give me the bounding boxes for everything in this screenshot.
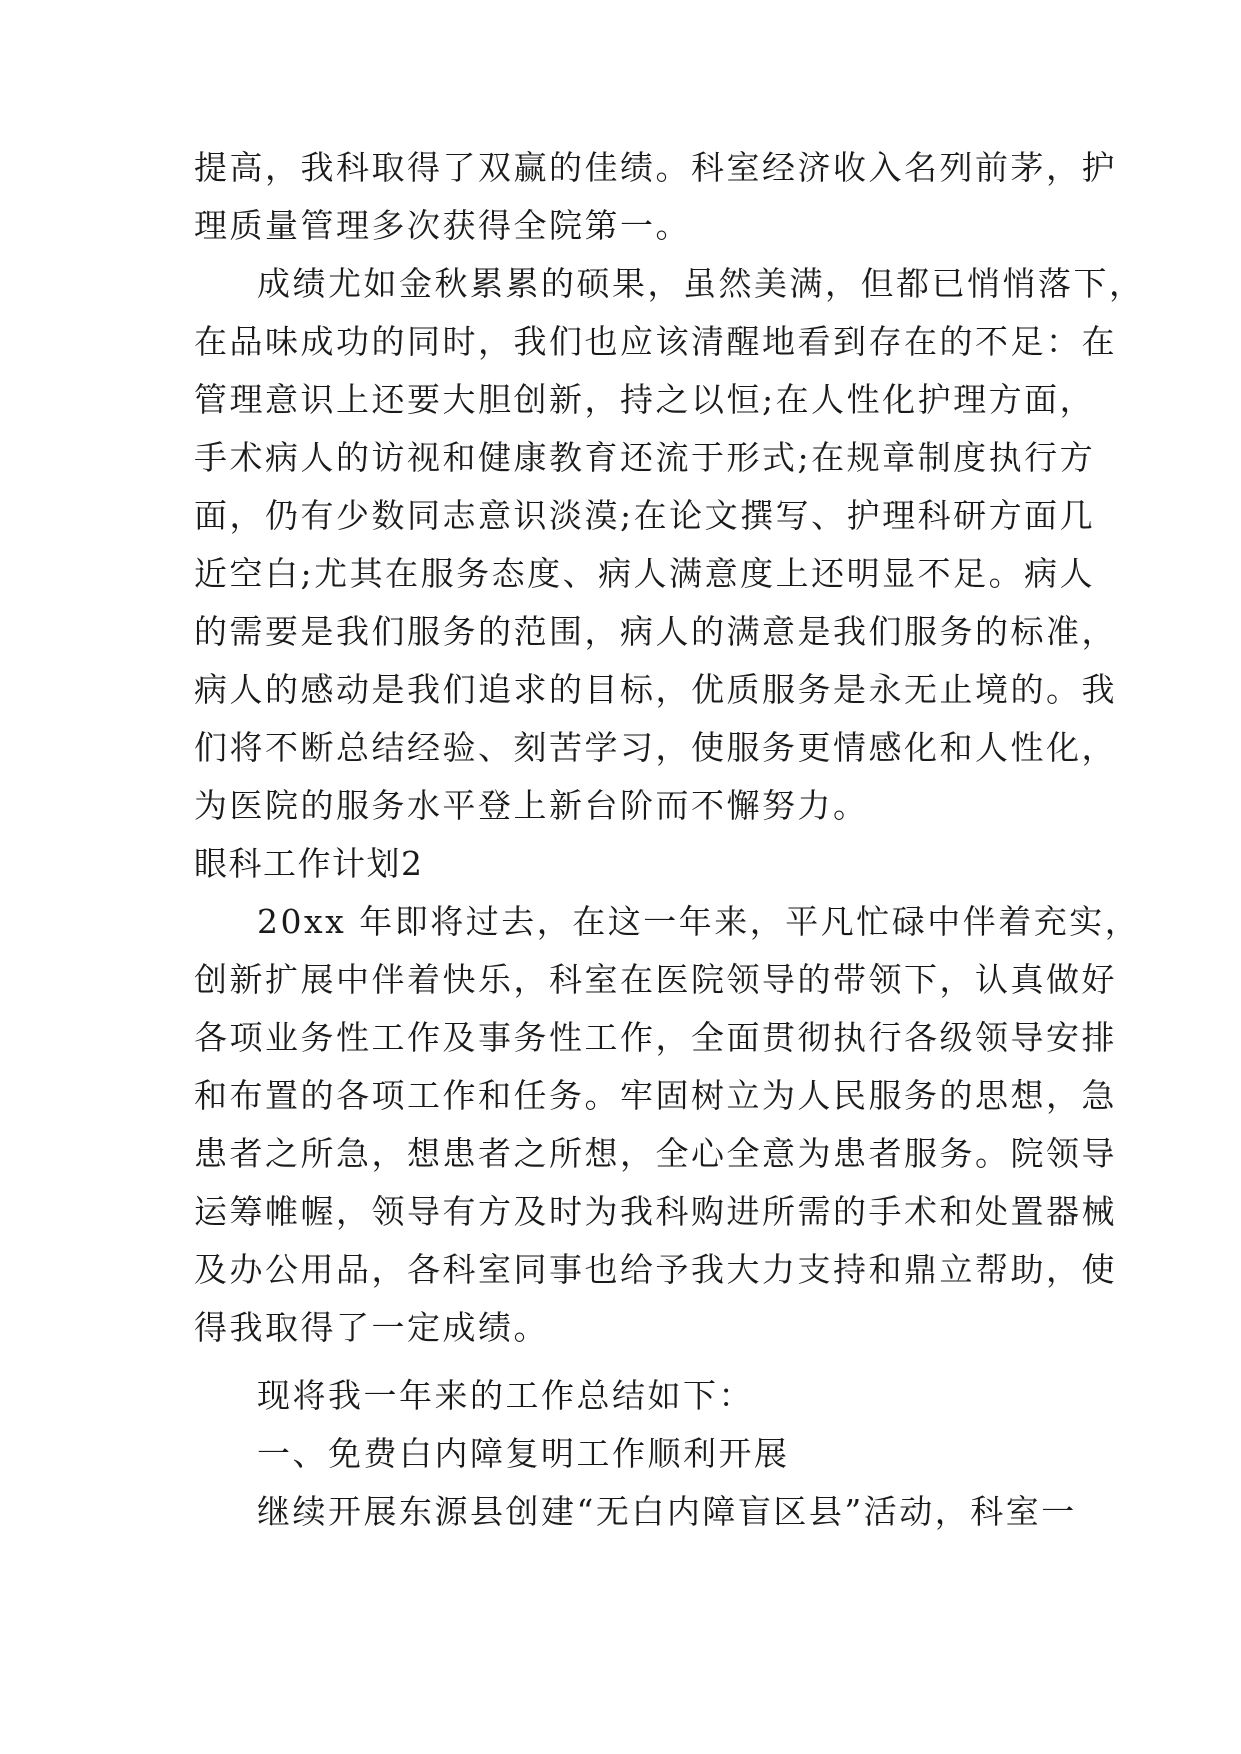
text-line: 运筹帷幄，领导有方及时为我科购进所需的手术和处置器械: [194, 1192, 1117, 1231]
text-line: 病人的感动是我们追求的目标，优质服务是永无止境的。我: [194, 670, 1117, 709]
subheading: 一、免费白内障复明工作顺利开展: [257, 1434, 790, 1473]
text-line: 创新扩展中伴着快乐，科室在医院领导的带领下，认真做好: [194, 960, 1117, 999]
text-line: 和布置的各项工作和任务。牢固树立为人民服务的思想，急: [194, 1076, 1117, 1115]
text-line: 们将不断总结经验、刻苦学习，使服务更情感化和人性化，: [194, 728, 1117, 767]
text-line: 管理意识上还要大胆创新，持之以恒;在人性化护理方面，: [194, 380, 1096, 419]
text-line: 的需要是我们服务的范围，病人的满意是我们服务的标准，: [194, 612, 1117, 651]
section-heading: 眼科工作计划2: [194, 844, 424, 883]
text-line: 成绩尤如金秋累累的硕果，虽然美满，但都已悄悄落下，: [257, 264, 1145, 303]
text-line: 理质量管理多次获得全院第一。: [194, 206, 691, 245]
text-line: 提高，我科取得了双赢的佳绩。科室经济收入名列前茅，护: [194, 148, 1117, 187]
text-line: 继续开展东源县创建“无白内障盲区县”活动，科室一: [257, 1492, 1077, 1531]
text-line: 现将我一年来的工作总结如下：: [257, 1376, 754, 1415]
text-line: 得我取得了一定成绩。: [194, 1308, 549, 1347]
text-line: 20xx 年即将过去，在这一年来，平凡忙碌中伴着充实，: [257, 902, 1141, 941]
text-line: 在品味成功的同时，我们也应该清醒地看到存在的不足：在: [194, 322, 1117, 361]
text-line: 近空白;尤其在服务态度、病人满意度上还明显不足。病人: [194, 554, 1096, 593]
text-line: 及办公用品，各科室同事也给予我大力支持和鼎立帮助，使: [194, 1250, 1117, 1289]
text-line: 各项业务性工作及事务性工作，全面贯彻执行各级领导安排: [194, 1018, 1117, 1057]
text-line: 手术病人的访视和健康教育还流于形式;在规章制度执行方: [194, 438, 1096, 477]
text-line: 为医院的服务水平登上新台阶而不懈努力。: [194, 786, 869, 825]
text-line: 面，仍有少数同志意识淡漠;在论文撰写、护理科研方面几: [194, 496, 1096, 535]
text-line: 患者之所急，想患者之所想，全心全意为患者服务。院领导: [194, 1134, 1117, 1173]
